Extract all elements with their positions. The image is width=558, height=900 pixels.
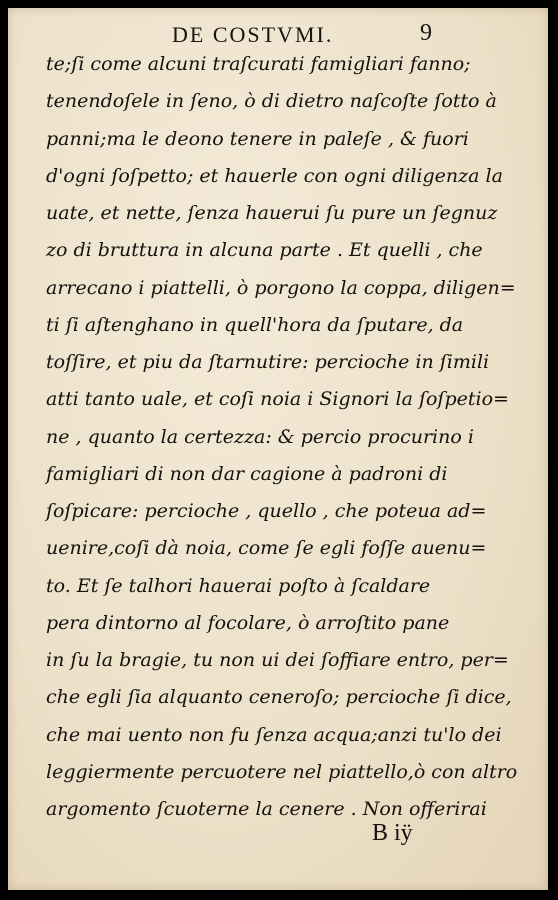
text-line: d'ogni ſoſpetto; et hauerle con ogni diligenza la [46, 164, 503, 187]
text-line: in ſu la bragie, tu non ui dei ſoffiare entro, per= [46, 649, 509, 671]
text-line: to. Et ſe talhori hauerai poſto à ſcaldare [46, 574, 431, 597]
text-line: leggiermente percuotere nel piattello,ò con altro [46, 760, 518, 783]
text-line: tenendoſele in ſeno, ò di dietro naſcoſte ſotto à [46, 90, 497, 113]
text-line: toſſire, et piu da ſtarnutire: percioche in ſimili [46, 351, 490, 373]
text-line: atti tanto uale, et coſi noia i Signori la ſoſpetio= [46, 388, 509, 411]
text-line: zo di bruttura in alcuna parte . Et quelli , che [46, 239, 483, 262]
signature-mark: B iÿ [372, 820, 413, 846]
text-line: ne , quanto la certezza: & percio procurino i [46, 425, 474, 448]
text-line: uenire,coſi dà noia, come ſe egli foſſe auenu= [46, 537, 487, 560]
text-line: che mai uento non fu ſenza acqua;anzi tu'lo dei [46, 723, 502, 746]
book-page [8, 8, 548, 890]
running-head: DE COSTVMI. [172, 22, 334, 47]
text-line: te;ſi come alcuni traſcurati famigliari fanno; [46, 53, 471, 75]
page-number: 9 [420, 20, 432, 46]
text-line: ſoſpicare: percioche , quello , che poteua ad= [46, 500, 487, 522]
text-line: arrecano i piattelli, ò porgono la coppa, diligen= [46, 276, 516, 299]
text-line: che egli ſia alquanto ceneroſo; percioche ſi dice, [46, 686, 512, 709]
text-line: pera dintorno al focolare, ò arroſtito pane [46, 611, 450, 634]
text-line: argomento ſcuoterne la cenere . Non offerirai [46, 798, 487, 820]
text-line: uate, et nette, ſenza hauerui ſu pure un ſegnuz [46, 202, 498, 224]
text-line: ti ſi aſtenghano in quell'hora da ſputare, da [46, 313, 464, 336]
body-text [46, 46, 536, 828]
text-line: famigliari di non dar cagione à padroni di [46, 462, 448, 485]
text-line: panni;ma le deono tenere in paleſe , & fuori [46, 127, 469, 150]
